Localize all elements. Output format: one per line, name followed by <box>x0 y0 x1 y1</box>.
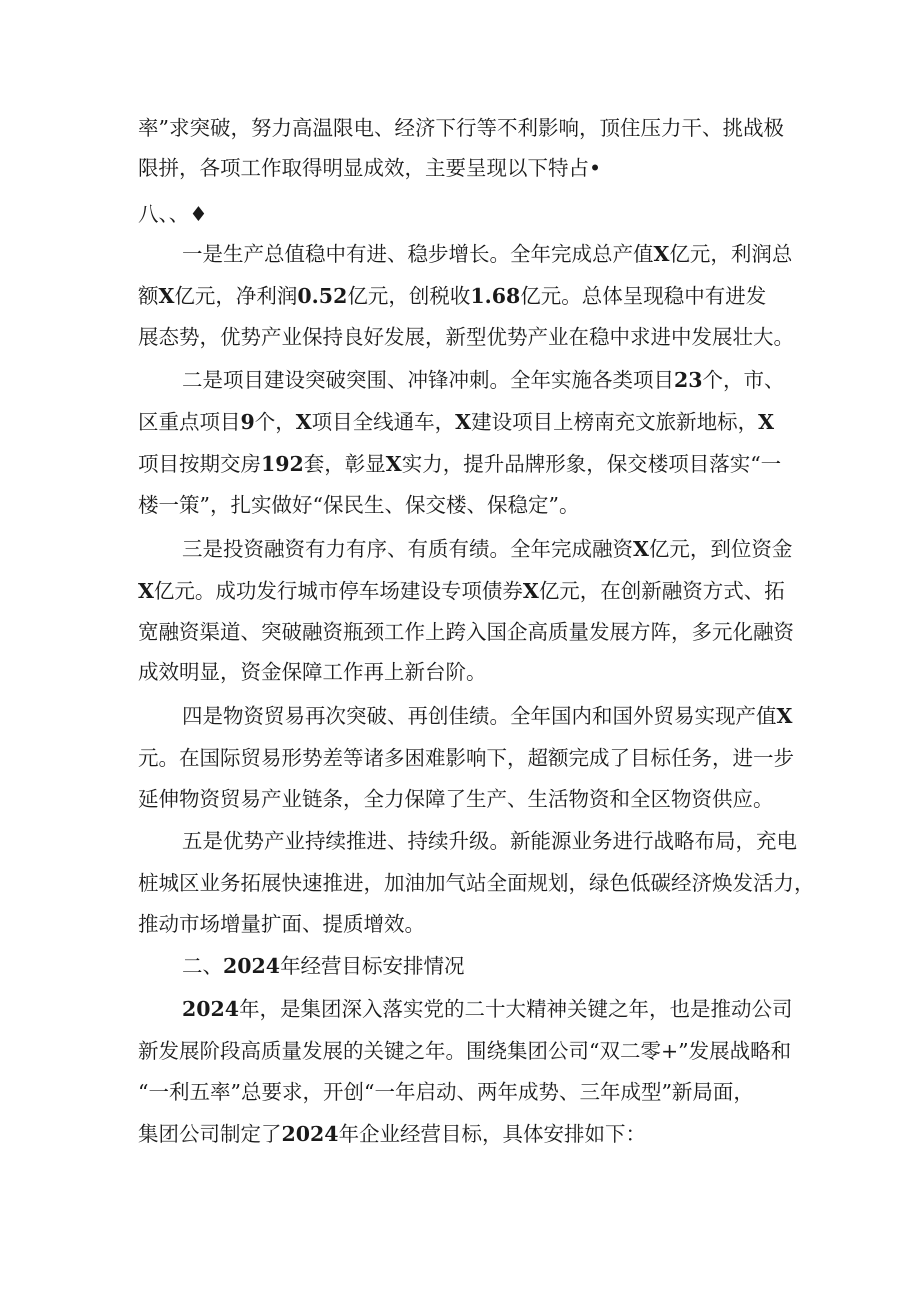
text-line: 额X亿元，净利润0.52亿元，创税收1.68亿元。总体呈现稳中有进发 <box>138 284 767 308</box>
text-line: 一是生产总值稳中有进、稳步增长。全年完成总产值X亿元，利润总 <box>182 242 793 266</box>
text-line: 延伸物资贸易产业链条，全力保障了生产、生活物资和全区物资供应。 <box>138 787 774 811</box>
text-line: 新发展阶段高质量发展的关键之年。围绕集团公司“双二零+”发展战略和 <box>138 1039 792 1063</box>
text-line: 元。在国际贸易形势差等诸多困难影响下，超额完成了目标任务，进一步 <box>138 746 794 770</box>
text-line: 五是优势产业持续推进、持续升级。新能源业务进行战略布局，充电 <box>182 829 797 853</box>
text-line: 二是项目建设突破突围、冲锋冲刺。全年实施各类项目23个，市、 <box>182 368 785 392</box>
text-line: 集团公司制定了2024年企业经营目标，具体安排如下： <box>138 1122 647 1146</box>
text-line: “一利五率”总要求，开创“一年启动、两年成势、三年成型”新局面， <box>138 1080 754 1104</box>
text-line: 项目按期交房192套，彰显X实力，提升品牌形象，保交楼项目落实“一 <box>138 452 782 476</box>
text-line: 宽融资渠道、突破融资瓶颈工作上跨入国企高质量发展方阵，多元化融资 <box>138 620 794 644</box>
text-line: 三是投资融资有力有序、有质有绩。全年完成融资X亿元，到位资金 <box>182 537 793 561</box>
text-line: 率”求突破，努力高温限电、经济下行等不利影响，顶住压力干、挑战极 <box>138 116 784 140</box>
text-line: 展态势，优势产业保持良好发展，新型优势产业在稳中求进中发展壮大。 <box>138 325 794 349</box>
text-line: 桩城区业务拓展快速推进，加油加气站全面规划，绿色低碳经济焕发活力， <box>138 871 815 895</box>
text-line: X亿元。成功发行城市停车场建设专项债券X亿元，在创新融资方式、拓 <box>138 579 785 603</box>
text-line: 2024年，是集团深入落实党的二十大精神关键之年，也是推动公司 <box>182 997 793 1021</box>
text-line: 楼一策”，扎实做好“保民生、保交楼、保稳定”。 <box>138 493 580 517</box>
text-line: 四是物资贸易再次突破、再创佳绩。全年国内和国外贸易实现产值X <box>182 704 793 728</box>
text-line: 限拼，各项工作取得明显成效，主要呈现以下特占• <box>138 156 602 180</box>
text-line: 推动市场增量扩面、提质增效。 <box>138 912 425 936</box>
text-line: 成效明显，资金保障工作再上新台阶。 <box>138 660 487 684</box>
text-line: 八、、♦ <box>138 202 208 226</box>
text-line: 区重点项目9个，X项目全线通车，X建设项目上榜南充文旅新地标，X <box>138 410 774 434</box>
section-heading: 二、2024年经营目标安排情况 <box>182 954 465 978</box>
